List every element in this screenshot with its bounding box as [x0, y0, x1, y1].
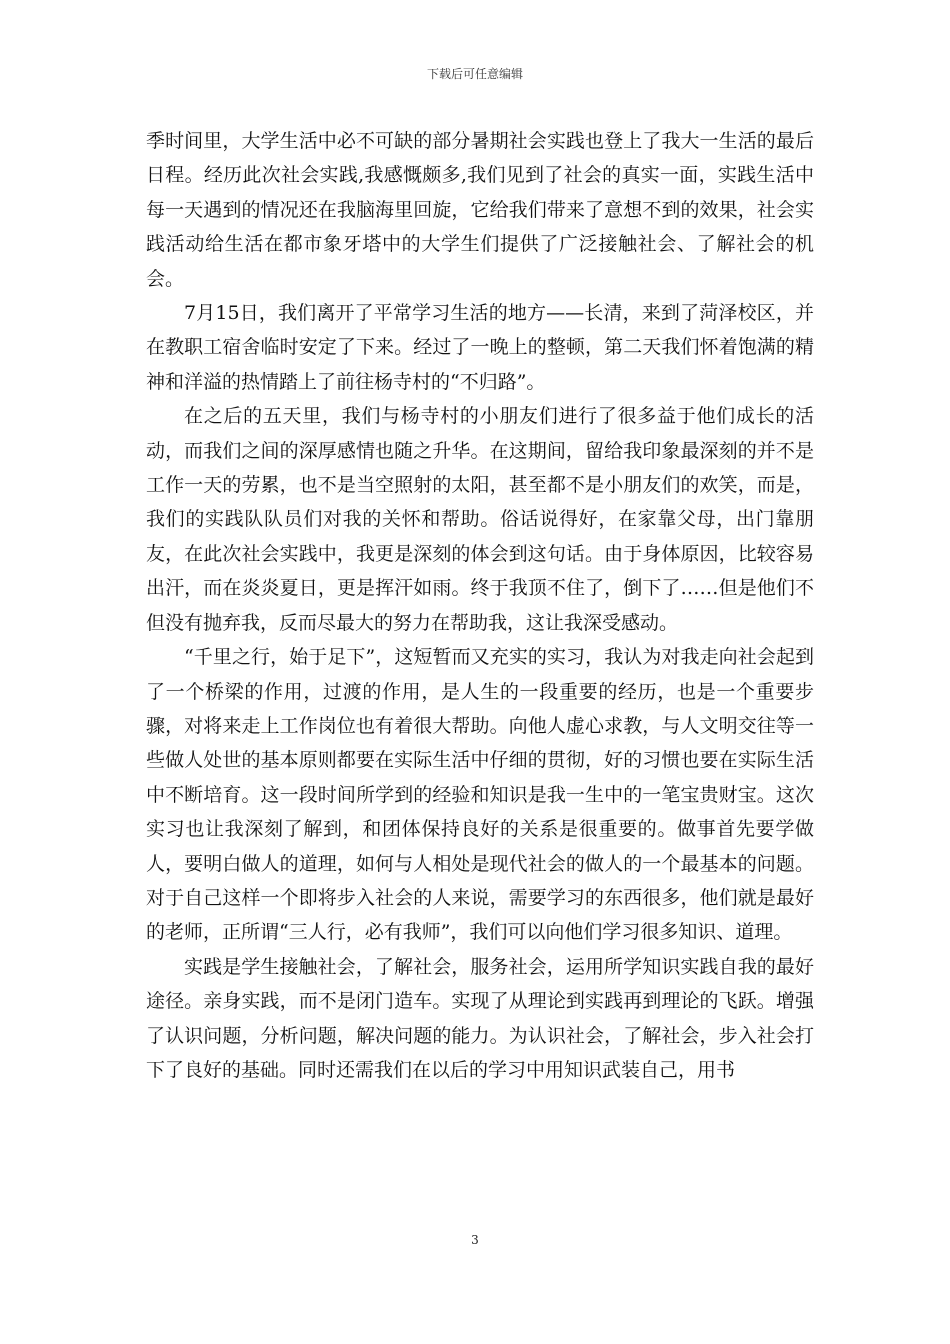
- paragraph: 季时间里，大学生活中必不可缺的部分暑期社会实践也登上了我大一生活的最后日程。经历此次社会实践,我感慨颇多,我们见到了社会的真实一面，实践生活中每一天遇到的情况还在我脑海里回旋，它给我们带来了意想不到的效果，社会实践活动给生活在都市象牙塔中的大学生们提供了广泛接触社会、了解社会的机会。: [146, 130, 814, 290]
- paragraph: 在之后的五天里，我们与杨寺村的小朋友们进行了很多益于他们成长的活动，而我们之间的深厚感情也随之升华。在这期间，留给我印象最深刻的并不是工作一天的劳累，也不是当空照射的太阳，甚至都不是小朋友们的欢笑，而是，我们的实践队队员们对我的关怀和帮助。俗话说得好，在家靠父母，出门靠朋友，在此次社会实践中，我更是深刻的体会到这句话。由于身体原因，比较容易出汗，而在炎炎夏日，更是挥汗如雨。终于我顶不住了，倒下了……但是他们不但没有抛弃我，反而尽最大的努力在帮助我，这让我深受感动。: [146, 405, 814, 634]
- page-number: 3: [471, 1233, 479, 1247]
- paragraph: 实践是学生接触社会，了解社会，服务社会，运用所学知识实践自我的最好途径。亲身实践，而不是闭门造车。实现了从理论到实践再到理论的飞跃。增强了认识问题，分析问题，解决问题的能力。为认识社会，了解社会，步入社会打下了良好的基础。同时还需我们在以后的学习中用知识武装自己，用书: [146, 955, 814, 1081]
- paragraph: “千里之行，始于足下”，这短暂而又充实的实习，我认为对我走向社会起到了一个桥梁的作用，过渡的作用，是人生的一段重要的经历，也是一个重要步骤，对将来走上工作岗位也有着很大帮助。向他人虚心求教，与人文明交往等一些做人处世的基本原则都要在实际生活中仔细的贯彻，好的习惯也要在实际生活中不断培育。这一段时间所学到的经验和知识是我一生中的一笔宝贵财宝。这次实习也让我深刻了解到，和团体保持良好的关系是很重要的。做事首先要学做人，要明白做人的道理，如何与人相处是现代社会的做人的一个最基本的问题。对于自己这样一个即将步入社会的人来说，需要学习的东西很多，他们就是最好的老师，正所谓“三人行，必有我师”，我们可以向他们学习很多知识、道理。: [146, 646, 814, 944]
- page-header: 下载后可任意编辑: [426, 67, 523, 81]
- document-body: [146, 124, 814, 1087]
- paragraph: 7月15日，我们离开了平常学习生活的地方——长清，来到了菏泽校区，并在教职工宿舍临时安定了下来。经过了一晚上的整顿，第二天我们怀着饱满的精神和洋溢的热情踏上了前往杨寺村的“不归路”。: [146, 302, 814, 393]
